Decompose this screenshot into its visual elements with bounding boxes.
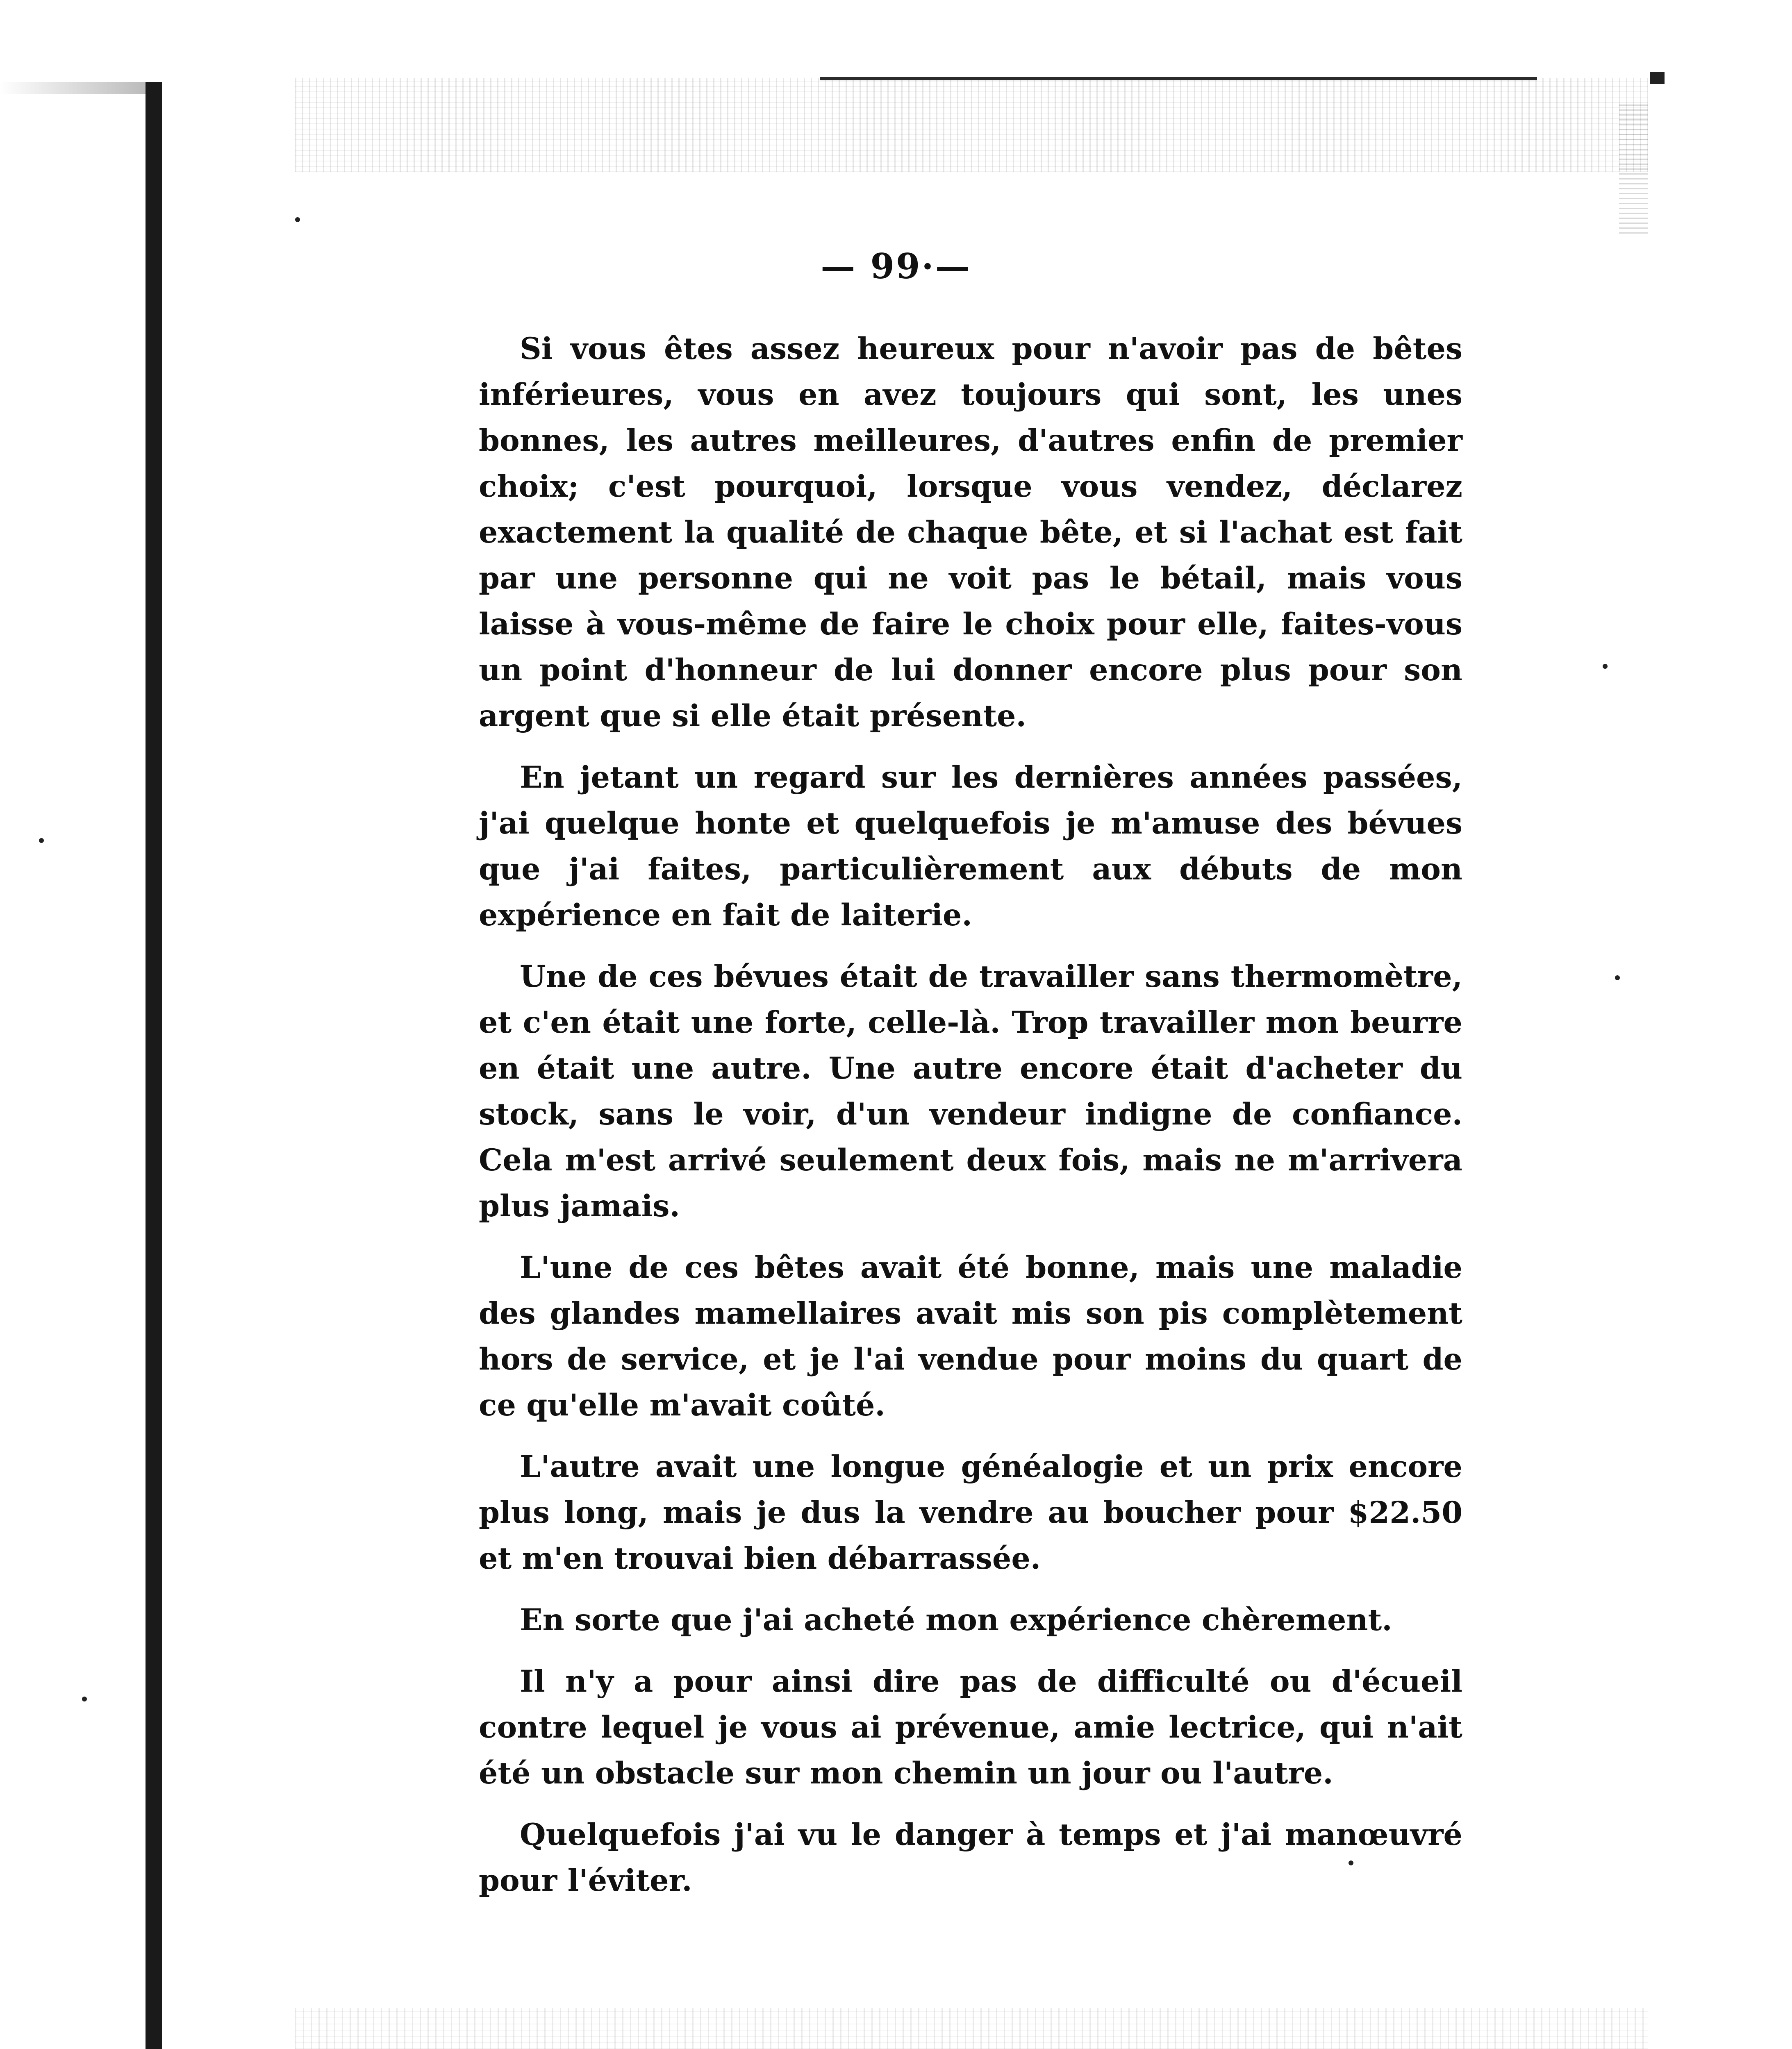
paragraph: En jetant un regard sur les dernières années passées, j'ai quelque honte et quelquefois je m'amuse des bévues que j'ai faites, particulièrement aux débuts de mon expérience en fait de laiterie. — [479, 760, 1462, 933]
paragraph: Quelquefois j'ai vu le danger à temps et j'ai manœuvré pour l'éviter. — [479, 1817, 1462, 1898]
page-number: — 99·— — [821, 246, 971, 286]
scan-speck — [1615, 975, 1620, 980]
paragraph: En sorte que j'ai acheté mon expérience chèrement. — [520, 1602, 1392, 1638]
paragraph: Une de ces bévues était de travailler sans thermomètre, et c'en était une forte, celle-là. Trop travailler mon beurre en était une autre. Une autre encore était d'acheter du stock, sans le voir, d'un vendeur indigne de confiance. Cela m'est arrivé seulement deux fois, mais ne m'arrivera plus jamais. — [479, 959, 1462, 1224]
scan-speck — [39, 838, 44, 843]
paragraph: Il n'y a pour ainsi dire pas de difficulté ou d'écueil contre lequel je vous ai prévenue, amie lectrice, qui n'ait été un obstacle sur mon chemin un jour ou l'autre. — [479, 1664, 1462, 1791]
scan-rule-top — [820, 77, 1537, 80]
scan-speck — [295, 217, 300, 222]
scan-noise-right — [1619, 102, 1648, 234]
paragraph: L'une de ces bêtes avait été bonne, mais une maladie des glandes mamellaires avait mis son pis complètement hors de service, et je l'ai vendue pour moins du quart de ce qu'elle m'avait coûté. — [479, 1250, 1462, 1423]
body-text — [479, 326, 1462, 1919]
binding-edge — [146, 82, 162, 2049]
paragraph: Si vous êtes assez heureux pour n'avoir pas de bêtes inférieures, vous en avez toujours qui sont, les unes bonnes, les autres meilleures, d'autres enfin de premier choix; c'est pourquoi, lorsque vous vendez, déclarez exactement la qualité de chaque bête, et si l'achat est fait par une personne qui ne voit pas le bétail, mais vous laisse à vous-même de faire le choix pour elle, faites-vous un point d'honneur de lui donner encore plus pour son argent que si elle était présente. — [479, 331, 1462, 734]
scan-noise-top — [295, 78, 1648, 172]
scan-noise-bottom — [295, 2008, 1648, 2049]
scan-speck — [82, 1697, 87, 1701]
scan-speck — [1603, 664, 1608, 669]
scan-shadow — [0, 82, 146, 94]
scan-corner-mark — [1650, 72, 1665, 84]
paragraph: L'autre avait une longue généalogie et un prix encore plus long, mais je dus la vendre au boucher pour $22.50 et m'en trouvai bien débarrassée. — [479, 1449, 1462, 1576]
